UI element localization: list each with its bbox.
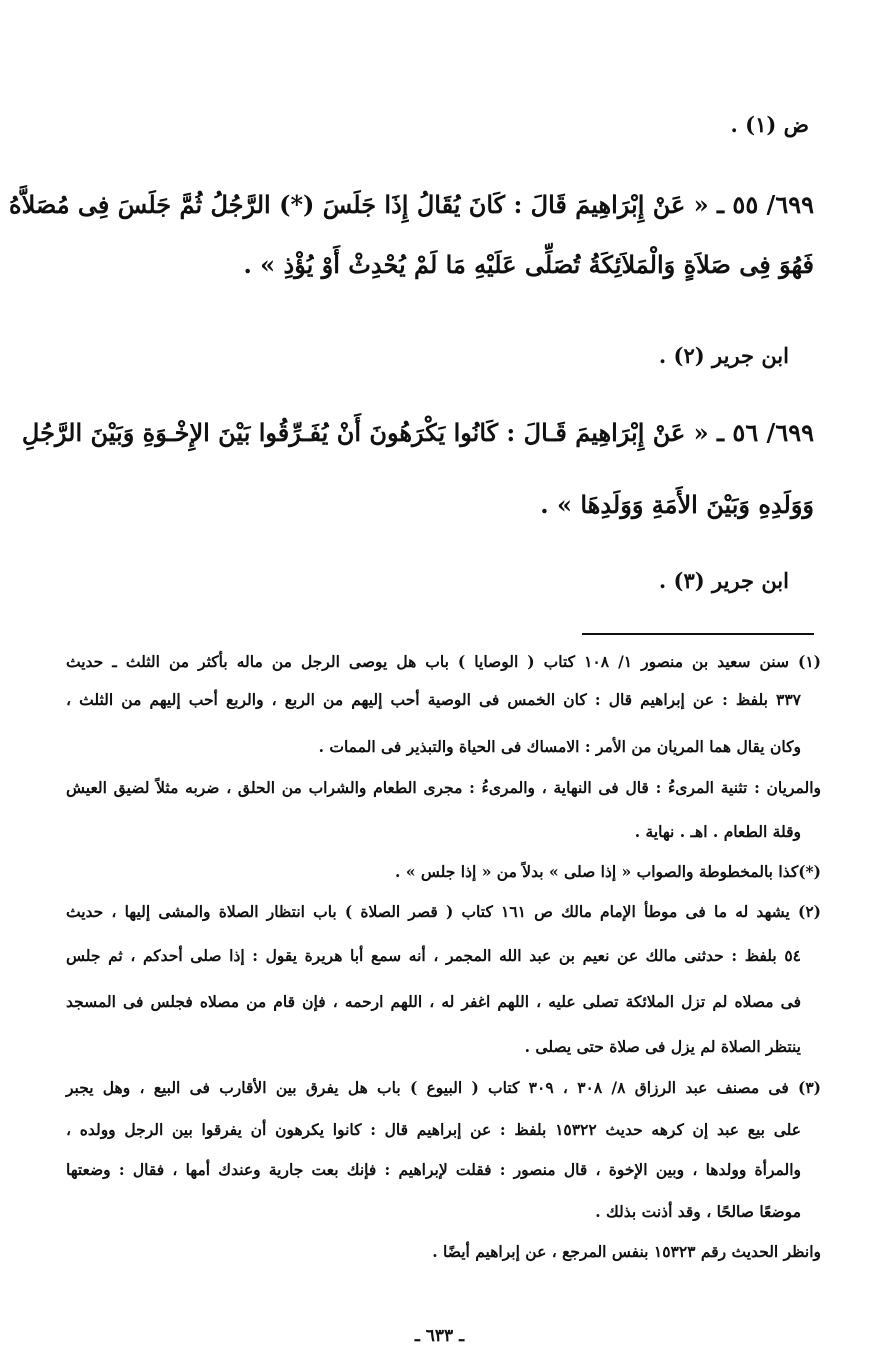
hadith-56-line-1: ٦٩٩/ ٥٦ ـ « عَنْ إِبْرَاهِيمَ قَـالَ : كَانُوا يَكْرَهُونَ أَنْ يُفَـرِّقُوا بَيْنَ الإِخْـوَةِ وَبَيْنَ الرَّجُلِ: [21, 418, 814, 447]
footnote-2-line-3: فى مصلاه لم تزل الملائكة تصلى عليه ، اللهم اغفر له ، اللهم ارحمه ، فإن قام من مصلاه فجلس فى المسجد: [66, 992, 801, 1011]
footnote-3-line-3: والمرأة وولدها ، وبين الإخوة ، قال منصور : فقلت لإبراهيم : فإنك بعت جارية وعندك أمها ، فقال : وضعتها: [66, 1160, 801, 1179]
page-number: ـ ٦٣٣ ـ: [414, 1326, 465, 1346]
footnote-3-line-1: (٣) فى مصنف عبد الرزاق ٨/ ٣٠٨ ، ٣٠٩ كتاب ( البيوع ) باب هل يفرق بين الأقارب فى البيع ، وهل يجبر: [66, 1078, 822, 1097]
footnote-divider: [582, 633, 814, 635]
footnote-1-line-1: (١) سنن سعيد بن منصور ١/ ١٠٨ كتاب ( الوصايا ) باب هل يوصى الرجل من ماله بأكثر من الثلث ـ حديث: [66, 652, 822, 671]
hadith-55-line-1: ٦٩٩/ ٥٥ ـ « عَنْ إِبْرَاهِيمَ قَالَ : كَانَ يُقَالُ إِذَا جَلَسَ (*) الرَّجُلُ ثُمَّ جَلَسَ فِى مُصَلاَّهُ: [9, 190, 814, 219]
footnote-3-line-2: على بيع عبد إن كرهه حديث ١٥٣٢٢ بلفظ : عن إبراهيم قال : كانوا يكرهون أن يفرقوا بين الرجل وولده ،: [66, 1120, 801, 1139]
footnote-3-line-5: وانظر الحديث رقم ١٥٣٢٣ بنفس المرجع ، عن إبراهيم أيضًا .: [432, 1242, 821, 1261]
footnote-1-line-3: وكان يقال هما المريان من الأمر : الامساك فى الحياة والتبذير فى الممات .: [318, 737, 801, 756]
footnote-star: (*)كذا بالمخطوطة والصواب « إذا صلى » بدلاً من « إذا جلس » .: [395, 862, 821, 881]
continuation-line: ض (١) .: [730, 112, 809, 137]
source-ibn-jarir-2: ابن جرير (٢) .: [658, 343, 789, 368]
source-ibn-jarir-3: ابن جرير (٣) .: [658, 568, 789, 593]
footnote-2-line-2: ٥٤ بلفظ : حدثنى مالك عن نعيم بن عبد الله المجمر ، أنه سمع أبا هريرة يقول : إذا صلى أحدكم ، ثم جلس: [66, 946, 801, 965]
footnote-2-line-1: (٢) يشهد له ما فى موطأ الإمام مالك ص ١٦١ كتاب ( قصر الصلاة ) باب انتظار الصلاة والمشى إليها ، حديث: [66, 902, 821, 921]
hadith-55-line-2: فَهُوَ فِى صَلاَةٍ وَالْمَلاَئِكَةُ تُصَلِّى عَلَيْهِ مَا لَمْ يُحْدِثْ أَوْ يُؤْذِ » .: [243, 250, 814, 279]
footnote-1-line-5: وقلة الطعام . اهـ . نهاية .: [634, 822, 801, 841]
hadith-56-line-2: وَوَلَدِهِ وَبَيْنَ الأَمَةِ وَوَلَدِهَا » .: [540, 490, 814, 519]
footnote-3-line-4: موضعًا صالحًا ، وقد أذنت بذلك .: [595, 1202, 801, 1221]
footnote-2-line-4: ينتظر الصلاة لم يزل فى صلاة حتى يصلى .: [524, 1037, 801, 1056]
footnote-1-line-2: ٣٣٧ بلفظ : عن إبراهيم قال : كان الخمس فى الوصية أحب إليهم من الربع ، والربع أحب إليهم من الثلث ،: [66, 690, 801, 709]
footnote-1-line-4: والمريان : تثنية المرىءُ : قال فى النهاية ، والمرىءُ : مجرى الطعام والشراب من الحلق ، ضربه مثلاً لضيق العيش: [66, 778, 821, 797]
